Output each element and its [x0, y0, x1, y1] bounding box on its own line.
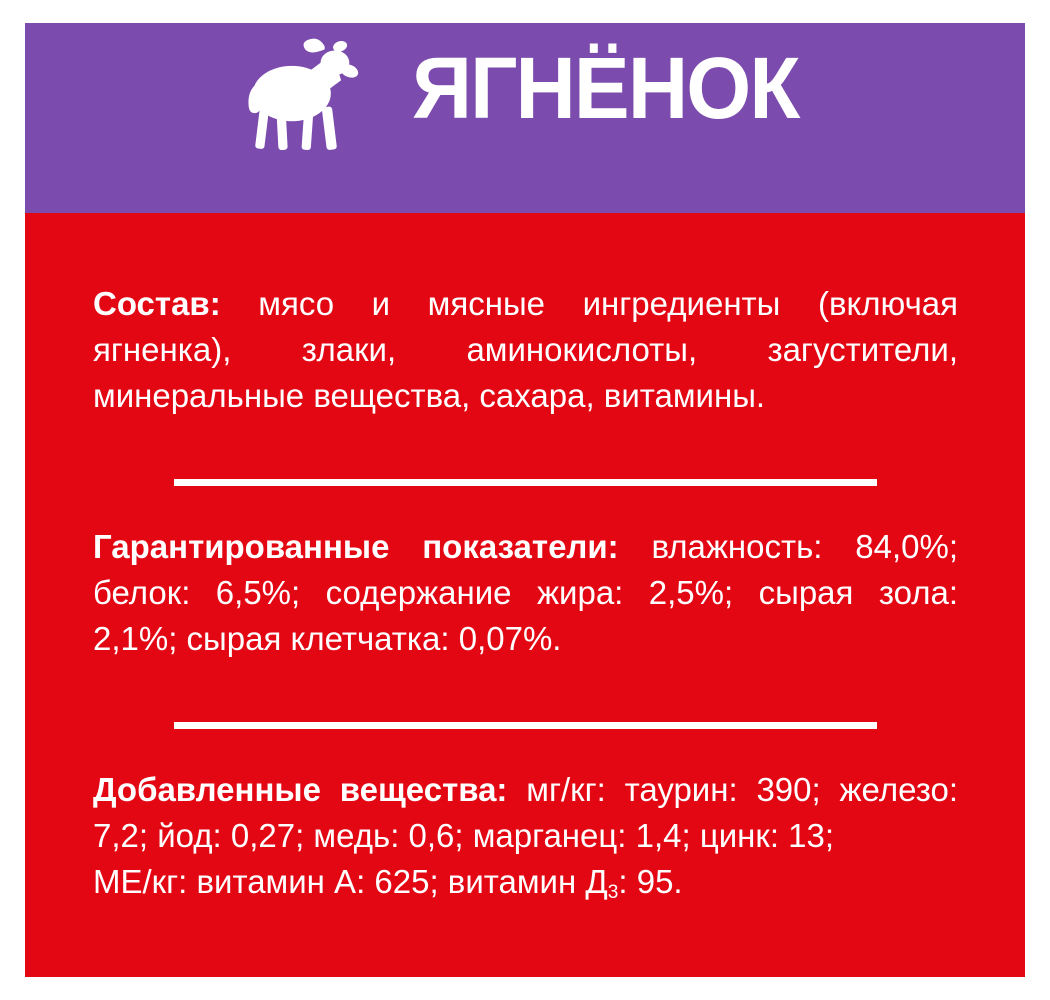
line-text: белок: 6,5%; содержание жира: 2,5%; сырая зола: [93, 574, 958, 611]
vitamin-d3-subscript: 3 [607, 882, 619, 904]
line-text: МЕ/кг: витамин А: 625; витамин Д [93, 863, 608, 900]
line-text: ягненка), злаки, аминокислоты, загустители, [93, 331, 958, 368]
text-line [93, 373, 958, 419]
line-text: : 95. [618, 863, 683, 900]
section-label: Гарантированные показатели: [93, 528, 619, 565]
section-composition [93, 281, 958, 419]
line-text: мг/кг: таурин: 390; железо: [526, 771, 958, 808]
line-text: 2,1%; сырая клетчатка: 0,07%. [93, 620, 562, 657]
line-text: 7,2; йод: 0,27; медь: 0,6; марганец: 1,4; цинк: 13; [93, 817, 835, 854]
text-line [93, 570, 958, 616]
text-line [93, 327, 958, 373]
lamb-icon [236, 33, 360, 151]
text-line [93, 281, 958, 327]
section-guaranteed-analysis [93, 524, 958, 662]
line-text: мясо и мясные ингредиенты (включая [258, 285, 958, 322]
text-line [93, 859, 958, 911]
line-text: минеральные вещества, сахара, витамины. [93, 377, 766, 414]
divider [174, 479, 877, 486]
text-line [93, 767, 958, 813]
product-title: ЯГНЁНОК [411, 40, 799, 137]
divider [174, 722, 877, 729]
text-line [93, 813, 958, 859]
section-label: Добавленные вещества: [93, 771, 508, 808]
section-label: Состав: [93, 285, 221, 322]
line-text: влажность: 84,0%; [651, 528, 959, 565]
text-line [93, 524, 958, 570]
section-added-substances [93, 767, 958, 911]
text-line [93, 616, 958, 662]
header-band [25, 23, 1025, 213]
info-panel [25, 213, 1025, 977]
